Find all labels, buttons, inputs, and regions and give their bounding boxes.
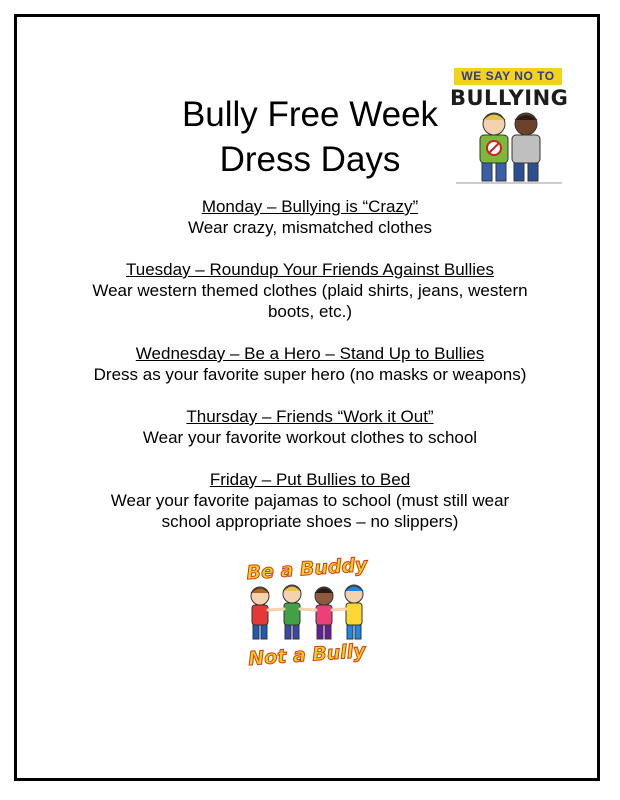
day-heading: Thursday – Friends “Work it Out”: [186, 407, 434, 426]
day-heading: Friday – Put Bullies to Bed: [209, 470, 411, 489]
day-thursday: [60, 406, 560, 448]
day-description: Wear crazy, mismatched clothes: [187, 218, 433, 237]
no-bullying-logo: [450, 68, 568, 186]
be-a-buddy-logo: [232, 553, 382, 676]
day-description: Dress as your favorite super hero (no masks or weapons): [93, 365, 527, 384]
logo-word: BULLYING: [450, 86, 569, 110]
day-heading: Tuesday – Roundup Your Friends Against Bullies: [126, 260, 494, 279]
day-description: Wear western themed clothes (plaid shirts, jeans, western boots, etc.): [92, 281, 528, 321]
title-line-2: Dress Days: [219, 140, 401, 179]
kids-holding-hands-icon: [242, 582, 372, 644]
kids-illustration-icon: [450, 108, 568, 186]
dress-days-list: [60, 196, 560, 553]
day-description: Wear your favorite workout clothes to school: [142, 428, 478, 447]
day-heading: Monday – Bullying is “Crazy”: [201, 197, 419, 216]
day-description: Wear your favorite pajamas to school (must still wear school appropriate shoes – no slippers): [110, 491, 510, 531]
day-heading: Wednesday – Be a Hero – Stand Up to Bullies: [135, 344, 485, 363]
day-monday: [60, 196, 560, 238]
day-friday: [60, 469, 560, 532]
logo-line-2: Not a Bully: [247, 639, 367, 671]
day-tuesday: [60, 259, 560, 322]
day-wednesday: [60, 343, 560, 385]
logo-line-1: Be a Buddy: [245, 553, 369, 585]
logo-banner: WE SAY NO TO: [454, 68, 562, 85]
title-line-1: Bully Free Week: [181, 95, 439, 134]
